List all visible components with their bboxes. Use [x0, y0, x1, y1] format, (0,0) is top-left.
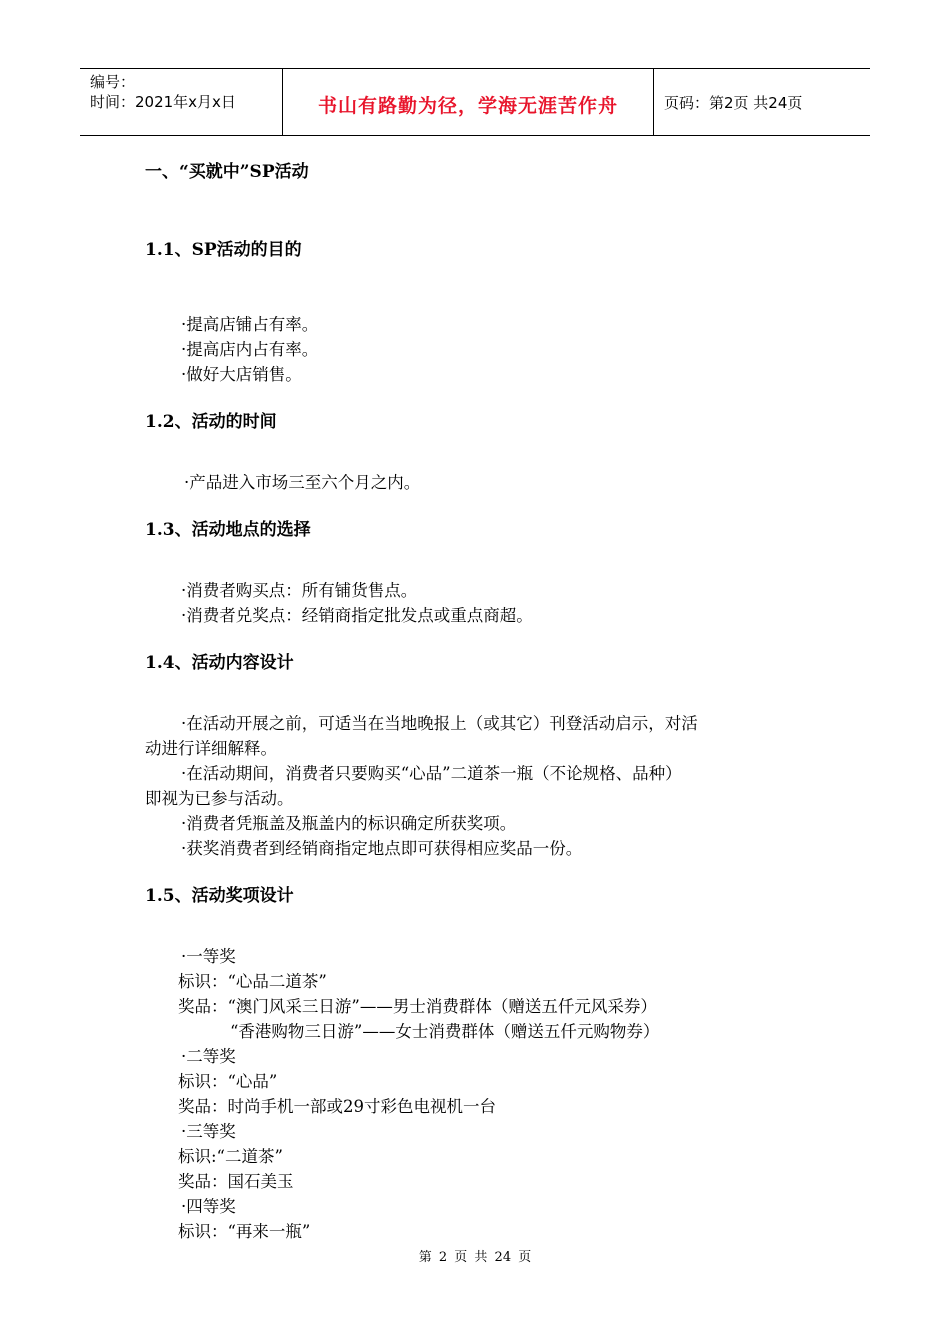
- prize-mark: 标识:“二道茶”: [178, 1147, 283, 1166]
- document-header: [80, 68, 870, 136]
- paragraph-line: ·获奖消费者到经销商指定地点即可获得相应奖品一份。: [181, 839, 583, 858]
- prize-item: 奖品：国石美玉: [178, 1172, 294, 1191]
- time-label: 时间：2021年x月x日: [90, 93, 236, 111]
- prize-mark: 标识：“再来一瓶”: [178, 1222, 311, 1241]
- list-item: ·提高店铺占有率。: [181, 315, 319, 334]
- document-body: [145, 158, 810, 1244]
- paragraph-line: 即视为已参与活动。: [145, 789, 294, 808]
- prize-title: ·二等奖: [181, 1047, 236, 1066]
- section-heading-1-1: 1.1、SP活动的目的: [145, 240, 302, 260]
- prize-mark: 标识：“心品”: [178, 1072, 278, 1091]
- number-label: 编号：: [90, 73, 136, 91]
- list-item: ·消费者购买点：所有铺货售点。: [181, 581, 418, 600]
- prize-title: ·一等奖: [181, 947, 236, 966]
- prize-item: 奖品：“澳门风采三日游”——男士消费群体（赠送五仟元风采券）: [178, 997, 657, 1016]
- section-heading-1-2: 1.2、活动的时间: [145, 412, 277, 432]
- paragraph-line: ·在活动期间，消费者只要购买“心品”二道茶一瓶（不论规格、品种）: [181, 764, 682, 783]
- page-footer: 第 2 页 共 24 页: [418, 1250, 532, 1265]
- prize-item: “香港购物三日游”——女士消费群体（赠送五仟元购物券）: [230, 1022, 660, 1041]
- section-heading-1-5: 1.5、活动奖项设计: [145, 886, 294, 906]
- header-page-info: 页码：第2页 共24页: [664, 93, 803, 112]
- prize-mark: 标识：“心品二道茶”: [178, 972, 327, 991]
- list-item: ·提高店内占有率。: [181, 340, 319, 359]
- list-item: ·消费者兑奖点：经销商指定批发点或重点商超。: [181, 606, 533, 625]
- section-title: 一、“买就中”SP活动: [145, 162, 309, 182]
- prize-item: 奖品：时尚手机一部或29寸彩色电视机一台: [178, 1097, 496, 1116]
- section-heading-1-3: 1.3、活动地点的选择: [145, 520, 311, 540]
- list-item: ·做好大店销售。: [181, 365, 302, 384]
- header-motto: 书山有路勤为径，学海无涯苦作舟: [282, 69, 654, 135]
- list-item: ·产品进入市场三至六个月之内。: [184, 473, 421, 492]
- prize-title: ·四等奖: [181, 1197, 236, 1216]
- section-heading-1-4: 1.4、活动内容设计: [145, 653, 294, 673]
- prize-title: ·三等奖: [181, 1122, 236, 1141]
- paragraph-line: ·在活动开展之前，可适当在当地晚报上（或其它）刊登活动启示，对活: [181, 714, 698, 733]
- header-meta: [80, 69, 282, 135]
- paragraph-line: 动进行详细解释。: [145, 739, 277, 758]
- paragraph-line: ·消费者凭瓶盖及瓶盖内的标识确定所获奖项。: [181, 814, 517, 833]
